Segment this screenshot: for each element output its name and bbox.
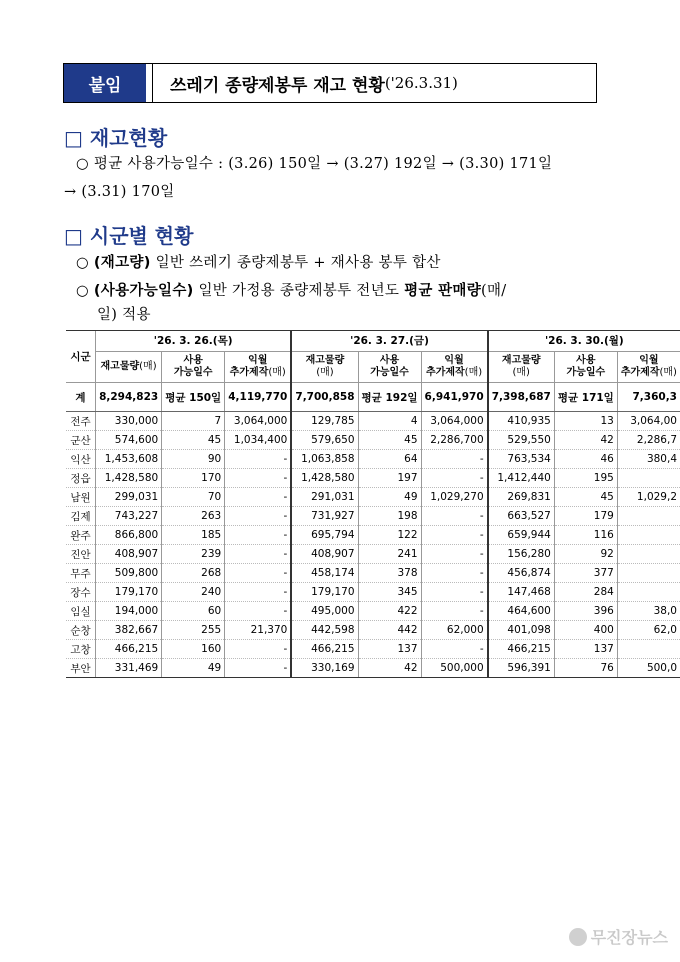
cell: 695,794	[291, 526, 358, 545]
section-marker: □	[64, 126, 83, 150]
header-sigun: 시군	[66, 331, 95, 383]
cell: 1,453,608	[95, 450, 161, 469]
cell	[617, 545, 680, 564]
cell: 92	[554, 545, 617, 564]
cell: 500,000	[421, 659, 488, 678]
cell: 1,063,858	[291, 450, 358, 469]
cell: 1,034,400	[225, 431, 292, 450]
cell: -	[225, 564, 292, 583]
sigun-name: 부안	[66, 659, 95, 678]
cell: 129,785	[291, 412, 358, 431]
cell: 380,4	[617, 450, 680, 469]
cell	[617, 526, 680, 545]
cell	[617, 469, 680, 488]
days-label: (사용가능일수)	[93, 283, 194, 299]
cell: 396	[554, 602, 617, 621]
table-row	[66, 659, 680, 678]
header-stock: 재고물량 (매)	[488, 352, 555, 383]
cell: 731,927	[291, 507, 358, 526]
cell: -	[225, 469, 292, 488]
cell: -	[421, 526, 488, 545]
table-body	[66, 383, 680, 678]
cell: 240	[162, 583, 225, 602]
cell: 179	[554, 507, 617, 526]
cell: 268	[162, 564, 225, 583]
logo-icon	[569, 928, 587, 946]
table-header-row	[66, 331, 680, 352]
table-row	[66, 621, 680, 640]
cell: 1,412,440	[488, 469, 555, 488]
cell: 194,000	[95, 602, 161, 621]
cell: 185	[162, 526, 225, 545]
document-date: ('26.3.31)	[384, 74, 458, 92]
header-date-2: '26. 3. 27.(금)	[291, 331, 487, 352]
cell: 401,098	[488, 621, 555, 640]
cell: 62,0	[617, 621, 680, 640]
table-row	[66, 583, 680, 602]
sigun-name: 남원	[66, 488, 95, 507]
cell: 42	[554, 431, 617, 450]
cell: 255	[162, 621, 225, 640]
header-extra: 익월 추가제작(매)	[617, 352, 680, 383]
cell: -	[225, 450, 292, 469]
cell: 466,215	[291, 640, 358, 659]
table-subheader-row	[66, 352, 680, 383]
cell: 529,550	[488, 431, 555, 450]
inventory-line-2: → (3.31) 170일	[64, 184, 175, 200]
cell: 763,534	[488, 450, 555, 469]
cell: 442	[358, 621, 421, 640]
cell: 442,598	[291, 621, 358, 640]
cell: 331,469	[95, 659, 161, 678]
document-title-text: 쓰레기 종량제봉투 재고 현황	[170, 75, 385, 96]
table-row	[66, 450, 680, 469]
cell: -	[225, 602, 292, 621]
cell: 8,294,823	[95, 383, 161, 412]
cell: 3,064,000	[421, 412, 488, 431]
cell: 45	[162, 431, 225, 450]
cell: 90	[162, 450, 225, 469]
cell: 345	[358, 583, 421, 602]
region-line-1	[76, 251, 441, 272]
section-inventory-title: 재고현황	[89, 126, 168, 150]
cell: -	[421, 602, 488, 621]
cell: 579,650	[291, 431, 358, 450]
section-region-heading	[64, 220, 193, 249]
header-date-3: '26. 3. 30.(월)	[488, 331, 680, 352]
cell: 70	[162, 488, 225, 507]
cell: 7,700,858	[291, 383, 358, 412]
table-total-row	[66, 383, 680, 412]
cell: 495,000	[291, 602, 358, 621]
sigun-name: 임실	[66, 602, 95, 621]
cell: 596,391	[488, 659, 555, 678]
header-date-1: '26. 3. 26.(목)	[95, 331, 291, 352]
cell	[617, 564, 680, 583]
table-row	[66, 526, 680, 545]
sigun-name: 고창	[66, 640, 95, 659]
cell: 466,215	[95, 640, 161, 659]
title-bar	[63, 63, 597, 103]
cell: 38,0	[617, 602, 680, 621]
cell: -	[421, 545, 488, 564]
cell: 160	[162, 640, 225, 659]
cell: 62,000	[421, 621, 488, 640]
cell: 382,667	[95, 621, 161, 640]
cell: -	[225, 526, 292, 545]
cell: -	[225, 545, 292, 564]
table-row	[66, 412, 680, 431]
cell: 195	[554, 469, 617, 488]
sigun-name: 진안	[66, 545, 95, 564]
cell: 4	[358, 412, 421, 431]
sigun-name: 김제	[66, 507, 95, 526]
cell	[617, 583, 680, 602]
cell: 330,169	[291, 659, 358, 678]
cell	[617, 640, 680, 659]
stock-label: (재고량)	[93, 255, 151, 271]
cell: 263	[162, 507, 225, 526]
cell: 284	[554, 583, 617, 602]
cell: 659,944	[488, 526, 555, 545]
cell: 422	[358, 602, 421, 621]
sigun-name: 무주	[66, 564, 95, 583]
stock-description: 일반 쓰레기 종량제봉투 + 재사용 봉투 합산	[150, 255, 441, 271]
cell: 3,064,000	[225, 412, 292, 431]
cell: 291,031	[291, 488, 358, 507]
cell: 466,215	[488, 640, 555, 659]
section-inventory-heading	[64, 122, 167, 151]
sigun-name: 완주	[66, 526, 95, 545]
cell: 464,600	[488, 602, 555, 621]
region-line-2	[76, 279, 506, 300]
cell: 179,170	[291, 583, 358, 602]
cell: 239	[162, 545, 225, 564]
table-row	[66, 564, 680, 583]
cell: -	[225, 659, 292, 678]
cell: 378	[358, 564, 421, 583]
cell: 7,398,687	[488, 383, 555, 412]
watermark-text: 무진장뉴스	[590, 928, 668, 947]
bullet: ○	[76, 283, 89, 299]
sigun-name: 장수	[66, 583, 95, 602]
title-divider	[152, 64, 153, 102]
table-row	[66, 431, 680, 450]
sigun-name: 전주	[66, 412, 95, 431]
header-days: 사용 가능일수	[162, 352, 225, 383]
cell: 137	[358, 640, 421, 659]
cell: 574,600	[95, 431, 161, 450]
sigun-name: 군산	[66, 431, 95, 450]
cell: 1,428,580	[95, 469, 161, 488]
cell: 408,907	[291, 545, 358, 564]
table-row	[66, 507, 680, 526]
cell: -	[225, 583, 292, 602]
region-line-3: 일) 적용	[97, 307, 151, 323]
cell: -	[225, 507, 292, 526]
cell: 46	[554, 450, 617, 469]
cell: 458,174	[291, 564, 358, 583]
cell: 410,935	[488, 412, 555, 431]
avg-sales-label: 평균 판매량	[404, 283, 482, 299]
cell: 137	[554, 640, 617, 659]
cell: 7,360,3	[617, 383, 680, 412]
bullet: ○	[76, 255, 89, 271]
cell: 500,0	[617, 659, 680, 678]
cell: 269,831	[488, 488, 555, 507]
cell: 21,370	[225, 621, 292, 640]
cell: 49	[162, 659, 225, 678]
cell: -	[225, 640, 292, 659]
cell: 1,029,270	[421, 488, 488, 507]
cell: 147,468	[488, 583, 555, 602]
cell: -	[225, 488, 292, 507]
cell: 197	[358, 469, 421, 488]
total-label: 계	[66, 383, 95, 412]
cell: -	[421, 507, 488, 526]
days-description-tail: (매/	[481, 283, 507, 299]
watermark	[569, 925, 668, 948]
inventory-table	[66, 330, 680, 678]
cell: 76	[554, 659, 617, 678]
cell: 60	[162, 602, 225, 621]
cell: 평균 171일	[554, 383, 617, 412]
inventory-line-1: ○ 평균 사용가능일수 : (3.26) 150일 → (3.27) 192일 → (3.30) 171일	[76, 156, 553, 172]
sigun-name: 순창	[66, 621, 95, 640]
cell: -	[421, 469, 488, 488]
days-description: 일반 가정용 종량제봉투 전년도	[193, 283, 405, 299]
cell: 13	[554, 412, 617, 431]
inventory-table-container	[66, 330, 680, 680]
header-stock: 재고물량 (매)	[291, 352, 358, 383]
header-days: 사용 가능일수	[358, 352, 421, 383]
cell: 377	[554, 564, 617, 583]
cell: 4,119,770	[225, 383, 292, 412]
cell: 122	[358, 526, 421, 545]
cell: 663,527	[488, 507, 555, 526]
table-row	[66, 545, 680, 564]
sigun-name: 정읍	[66, 469, 95, 488]
cell: 743,227	[95, 507, 161, 526]
cell: 42	[358, 659, 421, 678]
cell: -	[421, 583, 488, 602]
cell: 7	[162, 412, 225, 431]
cell: 2,286,700	[421, 431, 488, 450]
cell: 116	[554, 526, 617, 545]
attachment-badge: 붙임	[64, 64, 146, 102]
cell: 156,280	[488, 545, 555, 564]
cell: 170	[162, 469, 225, 488]
cell: 45	[358, 431, 421, 450]
table-row	[66, 640, 680, 659]
table-row	[66, 469, 680, 488]
header-stock: 재고물량(매)	[95, 352, 161, 383]
cell: 64	[358, 450, 421, 469]
cell: 2,286,7	[617, 431, 680, 450]
cell: 866,800	[95, 526, 161, 545]
sigun-name: 익산	[66, 450, 95, 469]
header-days: 사용 가능일수	[554, 352, 617, 383]
cell: 1,029,2	[617, 488, 680, 507]
section-marker: □	[64, 224, 83, 248]
cell: 330,000	[95, 412, 161, 431]
cell: 45	[554, 488, 617, 507]
cell: 400	[554, 621, 617, 640]
header-extra: 익월 추가제작(매)	[421, 352, 488, 383]
cell: 1,428,580	[291, 469, 358, 488]
cell: 평균 150일	[162, 383, 225, 412]
cell: -	[421, 450, 488, 469]
cell: 198	[358, 507, 421, 526]
cell	[617, 507, 680, 526]
section-region-title: 시군별 현황	[89, 224, 194, 248]
cell: 49	[358, 488, 421, 507]
cell: 179,170	[95, 583, 161, 602]
cell: 3,064,00	[617, 412, 680, 431]
cell: -	[421, 640, 488, 659]
cell: 241	[358, 545, 421, 564]
cell: 6,941,970	[421, 383, 488, 412]
cell: 408,907	[95, 545, 161, 564]
header-extra: 익월 추가제작(매)	[225, 352, 292, 383]
table-row	[66, 488, 680, 507]
cell: 평균 192일	[358, 383, 421, 412]
cell: 299,031	[95, 488, 161, 507]
cell: -	[421, 564, 488, 583]
cell: 509,800	[95, 564, 161, 583]
table-row	[66, 602, 680, 621]
cell: 456,874	[488, 564, 555, 583]
document-title	[170, 64, 458, 102]
